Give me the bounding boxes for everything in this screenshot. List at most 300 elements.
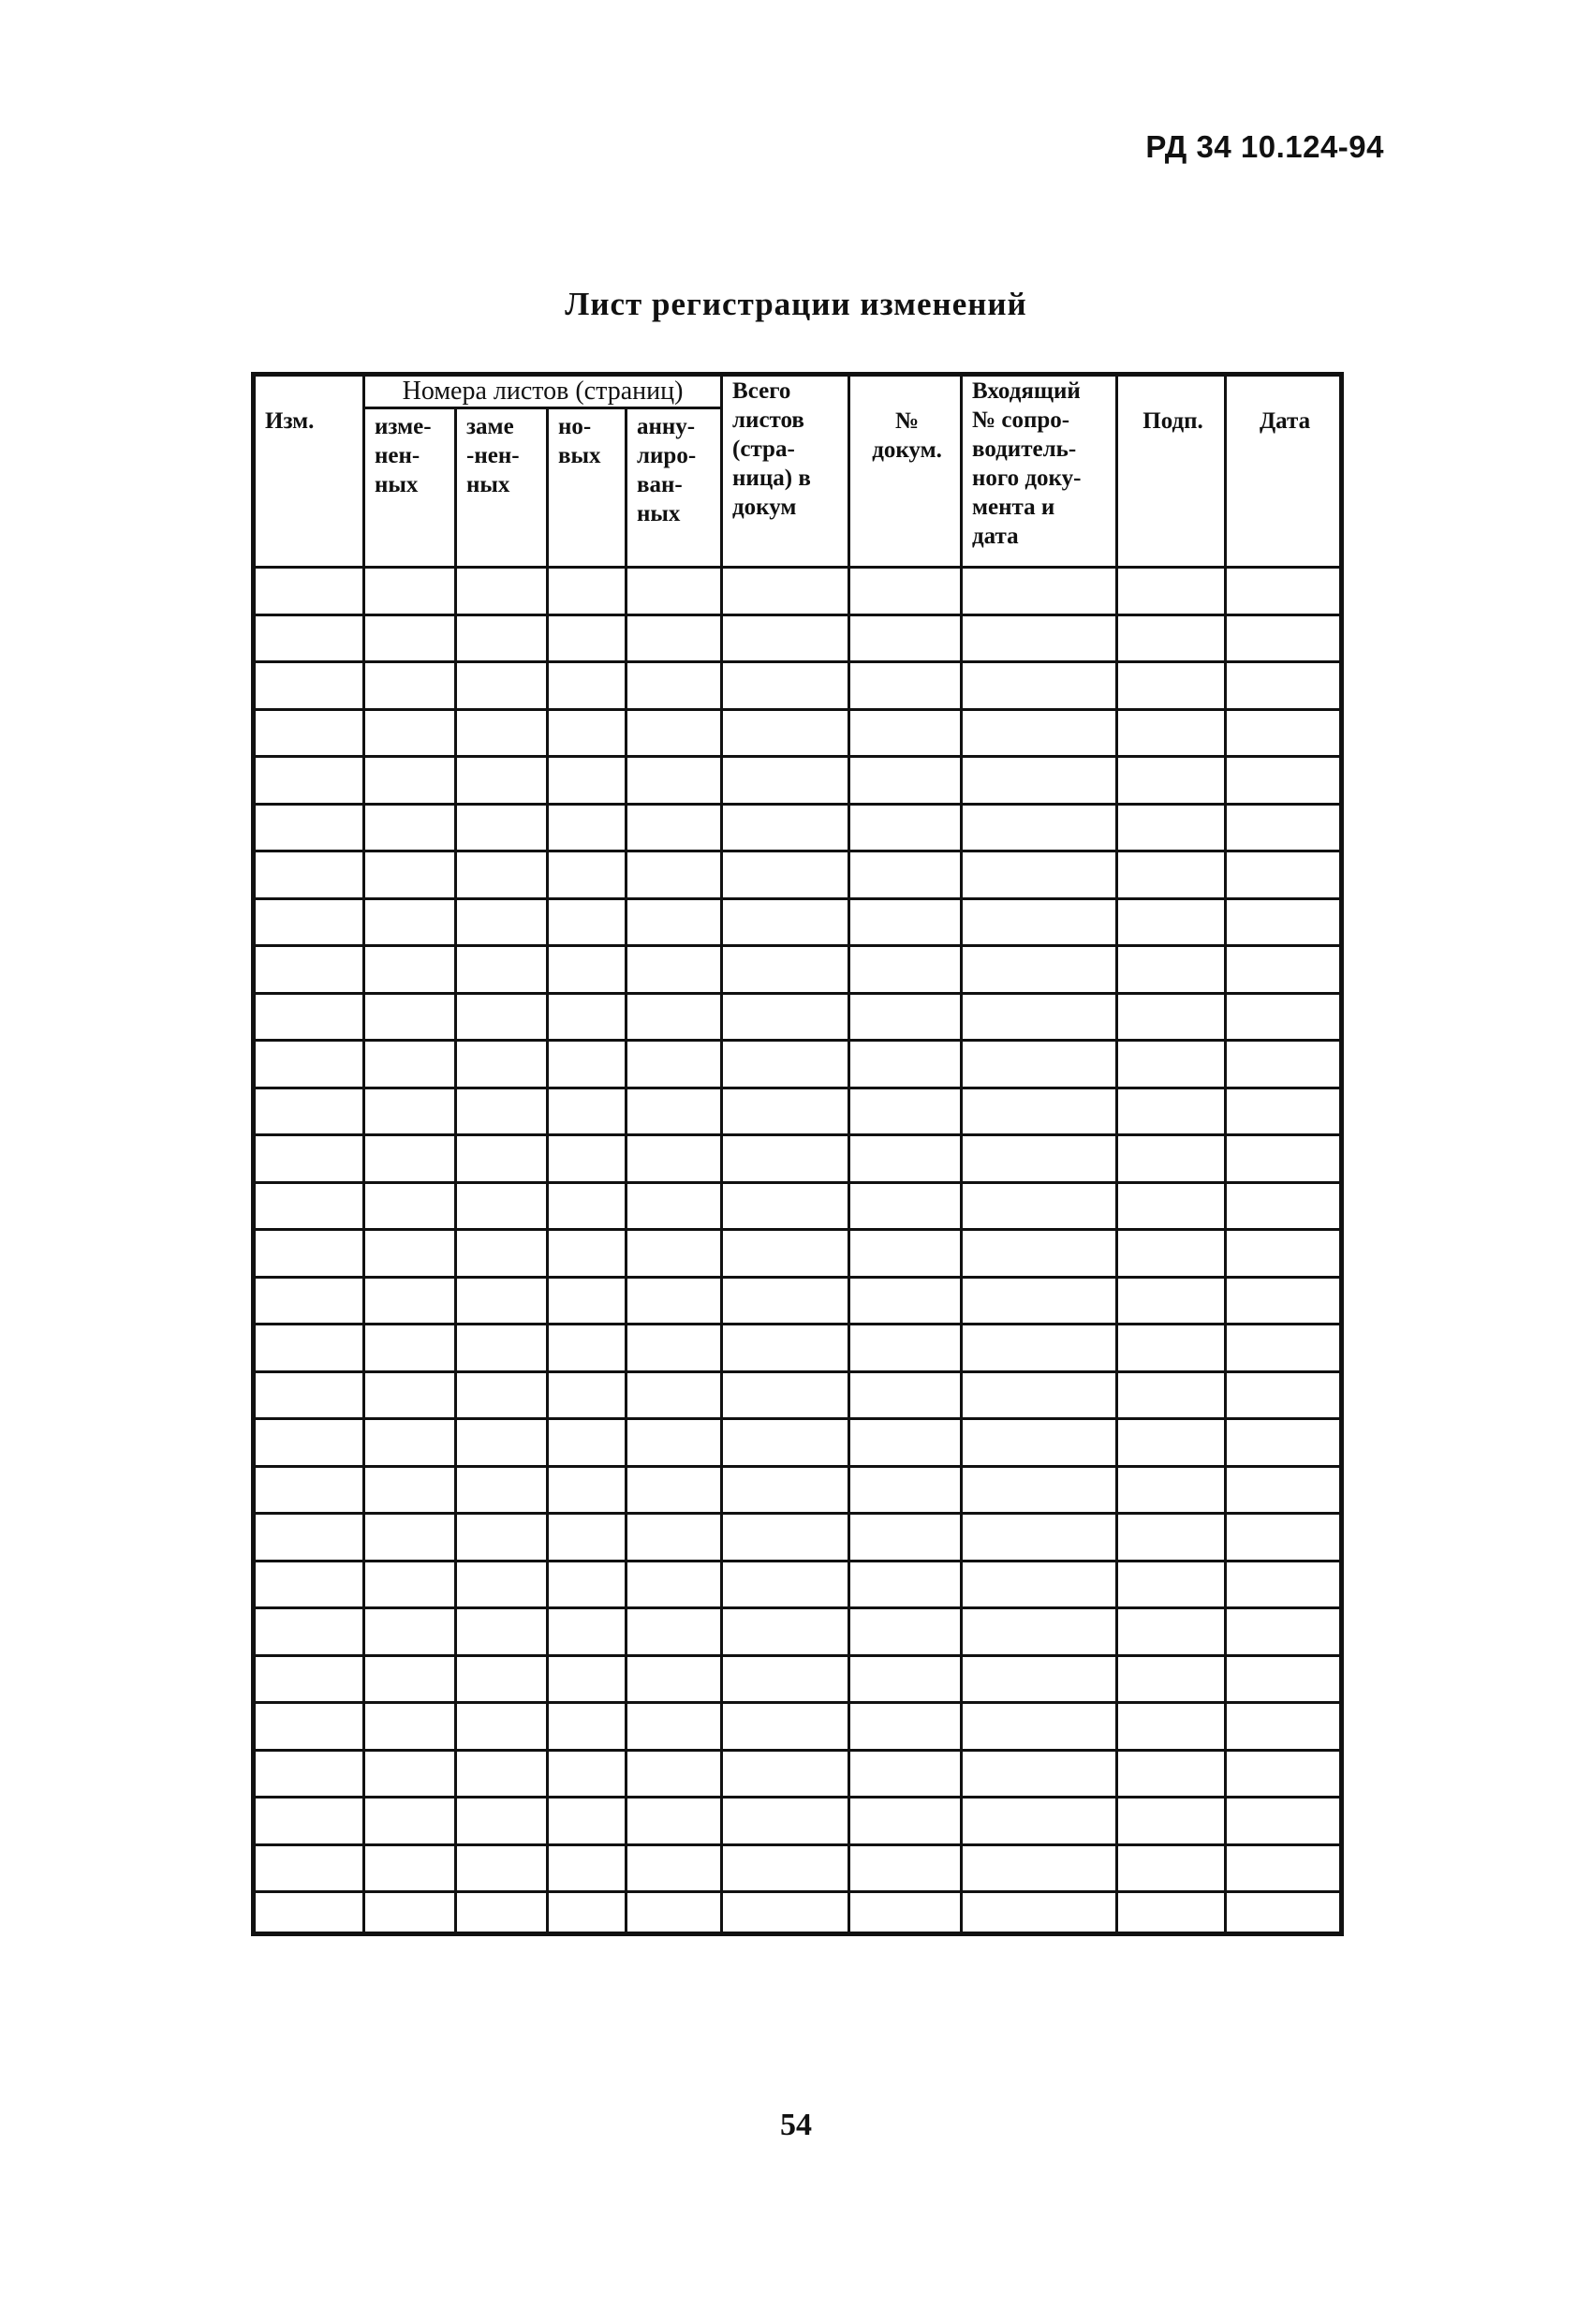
table-cell — [548, 804, 626, 851]
table-row — [254, 1088, 1342, 1135]
table-cell — [722, 662, 849, 710]
table-row — [254, 614, 1342, 662]
table-row — [254, 1230, 1342, 1278]
table-cell — [626, 709, 722, 757]
table-cell — [456, 1892, 548, 1934]
table-cell — [722, 1892, 849, 1934]
table-cell — [364, 1608, 456, 1656]
table-cell — [254, 709, 364, 757]
table-cell — [254, 614, 364, 662]
table-cell — [1226, 1514, 1342, 1562]
table-cell — [1117, 1419, 1226, 1467]
table-row — [254, 1798, 1342, 1845]
table-cell — [962, 709, 1117, 757]
table-cell — [548, 1135, 626, 1183]
header-signature: Подп. — [1117, 375, 1226, 568]
table-cell — [364, 804, 456, 851]
table-cell — [548, 1798, 626, 1845]
table-cell — [626, 757, 722, 805]
table-cell — [254, 1277, 364, 1325]
table-cell — [1226, 1277, 1342, 1325]
table-cell — [962, 1892, 1117, 1934]
table-cell — [254, 1135, 364, 1183]
table-cell — [254, 1703, 364, 1751]
table-cell — [722, 804, 849, 851]
table-cell — [456, 804, 548, 851]
table-cell — [962, 1844, 1117, 1892]
table-row — [254, 1041, 1342, 1088]
table-cell — [364, 993, 456, 1041]
table-cell — [364, 1371, 456, 1419]
header-total-sheets — [722, 375, 849, 568]
table-cell — [962, 614, 1117, 662]
header-sheet-numbers: Номера листов (страниц) — [364, 375, 722, 408]
table-cell — [254, 1088, 364, 1135]
table-cell — [962, 1561, 1117, 1608]
table-cell — [1117, 1041, 1226, 1088]
table-row — [254, 757, 1342, 805]
table-row — [254, 1277, 1342, 1325]
header-incoming-document — [962, 375, 1117, 568]
table-cell — [364, 1325, 456, 1372]
table-cell — [849, 1561, 962, 1608]
table-cell — [849, 1514, 962, 1562]
table-cell — [962, 1655, 1117, 1703]
table-cell — [849, 1230, 962, 1278]
table-cell — [456, 1750, 548, 1798]
table-cell — [364, 946, 456, 994]
table-cell — [626, 568, 722, 615]
table-cell — [1226, 1466, 1342, 1514]
table-cell — [849, 1844, 962, 1892]
table-cell — [1226, 568, 1342, 615]
table-cell — [626, 1230, 722, 1278]
table-cell — [364, 1182, 456, 1230]
table-row — [254, 993, 1342, 1041]
table-cell — [962, 1419, 1117, 1467]
table-cell — [1226, 946, 1342, 994]
table-cell — [364, 1466, 456, 1514]
table-cell — [364, 898, 456, 946]
table-cell — [456, 1041, 548, 1088]
table-cell — [254, 1655, 364, 1703]
table-cell — [962, 1277, 1117, 1325]
table-row — [254, 1371, 1342, 1419]
header-replaced-text: заме -нен- ных — [466, 414, 520, 497]
table-cell — [1117, 1892, 1226, 1934]
table-cell — [456, 1230, 548, 1278]
header-replaced — [456, 408, 548, 568]
table-cell — [254, 1041, 364, 1088]
table-cell — [364, 614, 456, 662]
header-changed-text: изме- нен- ных — [375, 414, 432, 497]
table-cell — [722, 1844, 849, 1892]
table-cell — [722, 1561, 849, 1608]
table-cell — [1117, 1135, 1226, 1183]
table-cell — [456, 993, 548, 1041]
table-cell — [849, 1088, 962, 1135]
header-new-text: но- вых — [558, 414, 601, 468]
table-cell — [548, 1230, 626, 1278]
table-cell — [548, 614, 626, 662]
table-cell — [364, 1892, 456, 1934]
table-cell — [962, 1371, 1117, 1419]
sheet-title: Лист регистрации изменений — [565, 286, 1027, 322]
table-cell — [722, 1182, 849, 1230]
table-row — [254, 946, 1342, 994]
table-cell — [1117, 804, 1226, 851]
table-cell — [364, 851, 456, 899]
table-cell — [962, 757, 1117, 805]
table-cell — [456, 1419, 548, 1467]
table-cell — [849, 1371, 962, 1419]
table-cell — [1117, 1277, 1226, 1325]
table-cell — [962, 1182, 1117, 1230]
table-cell — [722, 1419, 849, 1467]
table-cell — [254, 1466, 364, 1514]
table-cell — [849, 851, 962, 899]
table-cell — [1226, 1798, 1342, 1845]
table-row — [254, 1514, 1342, 1562]
table-cell — [456, 898, 548, 946]
table-cell — [364, 757, 456, 805]
table-cell — [1117, 614, 1226, 662]
table-cell — [722, 1135, 849, 1183]
table-cell — [626, 851, 722, 899]
table-cell — [849, 946, 962, 994]
table-cell — [456, 1135, 548, 1183]
table-cell — [548, 1182, 626, 1230]
table-cell — [548, 1561, 626, 1608]
table-cell — [722, 946, 849, 994]
table-cell — [456, 946, 548, 994]
table-cell — [962, 804, 1117, 851]
table-cell — [722, 1230, 849, 1278]
table-cell — [722, 1466, 849, 1514]
table-cell — [1117, 1088, 1226, 1135]
table-cell — [962, 1135, 1117, 1183]
table-cell — [849, 1419, 962, 1467]
table-cell — [722, 1277, 849, 1325]
table-cell — [1226, 757, 1342, 805]
table-cell — [1226, 1325, 1342, 1372]
table-cell — [626, 1325, 722, 1372]
table-cell — [1226, 1041, 1342, 1088]
table-row — [254, 1703, 1342, 1751]
table-cell — [548, 1041, 626, 1088]
table-cell — [254, 804, 364, 851]
table-cell — [722, 993, 849, 1041]
table-cell — [1226, 851, 1342, 899]
table-cell — [626, 1750, 722, 1798]
table-cell — [722, 1608, 849, 1656]
table-cell — [456, 1371, 548, 1419]
table-cell — [1117, 662, 1226, 710]
table-cell — [626, 946, 722, 994]
table-cell — [1226, 1655, 1342, 1703]
table-cell — [626, 1466, 722, 1514]
table-cell — [962, 1466, 1117, 1514]
table-row — [254, 1419, 1342, 1467]
table-row — [254, 662, 1342, 710]
table-cell — [626, 993, 722, 1041]
table-cell — [456, 1798, 548, 1845]
table-cell — [548, 898, 626, 946]
table-cell — [849, 1135, 962, 1183]
table-cell — [364, 1750, 456, 1798]
table-cell — [849, 1041, 962, 1088]
table-cell — [1117, 1230, 1226, 1278]
table-cell — [548, 1277, 626, 1325]
table-row — [254, 1655, 1342, 1703]
table-cell — [1226, 1135, 1342, 1183]
table-cell — [548, 709, 626, 757]
table-cell — [849, 1750, 962, 1798]
table-row — [254, 1135, 1342, 1183]
table-cell — [364, 1230, 456, 1278]
table-cell — [456, 1088, 548, 1135]
table-cell — [456, 1277, 548, 1325]
table-cell — [1117, 1608, 1226, 1656]
table-body — [254, 568, 1342, 1934]
table-cell — [962, 1750, 1117, 1798]
table-cell — [1117, 993, 1226, 1041]
header-changed — [364, 408, 456, 568]
table-cell — [1117, 1325, 1226, 1372]
table-cell — [548, 1419, 626, 1467]
table-cell — [456, 757, 548, 805]
table-cell — [548, 1750, 626, 1798]
table-cell — [1117, 1750, 1226, 1798]
table-cell — [1226, 804, 1342, 851]
table-cell — [722, 1325, 849, 1372]
table-cell — [364, 568, 456, 615]
table-cell — [1226, 662, 1342, 710]
table-cell — [626, 1798, 722, 1845]
change-registration-table — [251, 372, 1344, 1936]
table-cell — [548, 1466, 626, 1514]
table-cell — [548, 1892, 626, 1934]
table-cell — [1226, 1561, 1342, 1608]
table-cell — [548, 662, 626, 710]
table-row — [254, 568, 1342, 615]
table-cell — [626, 1608, 722, 1656]
table-cell — [254, 993, 364, 1041]
table-cell — [962, 851, 1117, 899]
table-cell — [456, 568, 548, 615]
table-cell — [1226, 1230, 1342, 1278]
table-cell — [849, 1325, 962, 1372]
table-cell — [626, 1371, 722, 1419]
table-row — [254, 898, 1342, 946]
table-cell — [722, 757, 849, 805]
table-row — [254, 1608, 1342, 1656]
table-cell — [626, 1892, 722, 1934]
table-cell — [364, 1798, 456, 1845]
table-cell — [548, 1703, 626, 1751]
table-cell — [626, 1844, 722, 1892]
table-cell — [254, 1230, 364, 1278]
table-cell — [1117, 1514, 1226, 1562]
table-cell — [722, 568, 849, 615]
table-row — [254, 709, 1342, 757]
table-cell — [548, 851, 626, 899]
table-cell — [254, 1325, 364, 1372]
table-cell — [548, 757, 626, 805]
table-cell — [548, 1325, 626, 1372]
table-row — [254, 1892, 1342, 1934]
table-cell — [849, 1892, 962, 1934]
table-cell — [1117, 568, 1226, 615]
table-cell — [364, 1703, 456, 1751]
table-cell — [962, 1230, 1117, 1278]
table-cell — [254, 1608, 364, 1656]
table-cell — [962, 662, 1117, 710]
table-cell — [548, 946, 626, 994]
table-row — [254, 1750, 1342, 1798]
table-cell — [626, 804, 722, 851]
table-row — [254, 804, 1342, 851]
table-cell — [364, 1561, 456, 1608]
table-cell — [626, 1419, 722, 1467]
table-cell — [456, 851, 548, 899]
table-cell — [254, 1798, 364, 1845]
page-number: 54 — [780, 2108, 812, 2142]
table-cell — [849, 898, 962, 946]
table-cell — [364, 1041, 456, 1088]
document-code: РД 34 10.124-94 — [1145, 129, 1384, 164]
header-cancelled-text: анну- лиро- ван- ных — [637, 414, 697, 526]
table-cell — [849, 1703, 962, 1751]
table-cell — [1117, 1655, 1226, 1703]
table-cell — [1117, 1798, 1226, 1845]
table-cell — [626, 1655, 722, 1703]
table-header-row — [254, 375, 1342, 408]
table-cell — [626, 898, 722, 946]
table-cell — [1117, 851, 1226, 899]
table-cell — [962, 993, 1117, 1041]
table-cell — [456, 1325, 548, 1372]
table-cell — [254, 1561, 364, 1608]
table-cell — [254, 898, 364, 946]
table-cell — [722, 1371, 849, 1419]
table-cell — [849, 1608, 962, 1656]
table-cell — [254, 1892, 364, 1934]
table-cell — [722, 1514, 849, 1562]
table-cell — [1226, 1750, 1342, 1798]
table-cell — [626, 1561, 722, 1608]
table-cell — [722, 1088, 849, 1135]
table-cell — [456, 1655, 548, 1703]
table-row — [254, 1844, 1342, 1892]
table-cell — [962, 1608, 1117, 1656]
header-doc-number-text: № докум. — [872, 408, 942, 463]
table-cell — [254, 851, 364, 899]
table-cell — [1117, 1844, 1226, 1892]
table-cell — [1226, 1088, 1342, 1135]
table-cell — [548, 1088, 626, 1135]
table-cell — [1117, 1561, 1226, 1608]
table-cell — [962, 1088, 1117, 1135]
table-cell — [1117, 757, 1226, 805]
table-cell — [364, 1844, 456, 1892]
table-cell — [254, 568, 364, 615]
table-cell — [626, 1703, 722, 1751]
table-cell — [722, 1703, 849, 1751]
table-cell — [722, 1798, 849, 1845]
table-cell — [849, 614, 962, 662]
table-cell — [849, 993, 962, 1041]
table-cell — [548, 568, 626, 615]
table-cell — [548, 1608, 626, 1656]
header-cancelled — [626, 408, 722, 568]
table-cell — [626, 1135, 722, 1183]
table-cell — [849, 1277, 962, 1325]
table-row — [254, 1182, 1342, 1230]
table-cell — [962, 898, 1117, 946]
table-cell — [962, 1703, 1117, 1751]
table-cell — [1117, 1466, 1226, 1514]
table-cell — [1117, 898, 1226, 946]
table-cell — [364, 709, 456, 757]
table-cell — [1226, 1703, 1342, 1751]
table-cell — [849, 1466, 962, 1514]
table-cell — [849, 709, 962, 757]
table-cell — [456, 614, 548, 662]
table-cell — [849, 1182, 962, 1230]
table-cell — [626, 1041, 722, 1088]
table-cell — [254, 946, 364, 994]
table-cell — [548, 1844, 626, 1892]
table-cell — [254, 1419, 364, 1467]
table-cell — [1117, 1703, 1226, 1751]
table-cell — [1226, 1371, 1342, 1419]
table-row — [254, 1561, 1342, 1608]
table-cell — [849, 1655, 962, 1703]
table-cell — [456, 1844, 548, 1892]
table-cell — [1226, 993, 1342, 1041]
table-cell — [1226, 898, 1342, 946]
table-cell — [456, 1561, 548, 1608]
table-cell — [456, 1703, 548, 1751]
header-date: Дата — [1226, 375, 1342, 568]
table-cell — [722, 614, 849, 662]
table-cell — [254, 1371, 364, 1419]
table-cell — [548, 993, 626, 1041]
table-cell — [254, 1514, 364, 1562]
table-cell — [1226, 1182, 1342, 1230]
table-cell — [456, 1514, 548, 1562]
table-cell — [849, 568, 962, 615]
table-cell — [548, 1371, 626, 1419]
table-cell — [626, 1088, 722, 1135]
table-cell — [626, 1277, 722, 1325]
table-cell — [962, 1325, 1117, 1372]
table-cell — [364, 1514, 456, 1562]
table-cell — [962, 568, 1117, 615]
table-cell — [849, 804, 962, 851]
table-cell — [626, 1514, 722, 1562]
table-cell — [722, 1041, 849, 1088]
table-cell — [1226, 709, 1342, 757]
table-row — [254, 1325, 1342, 1372]
table-cell — [1117, 946, 1226, 994]
header-change: Изм. — [254, 375, 364, 568]
table-cell — [1117, 1182, 1226, 1230]
table-cell — [1117, 709, 1226, 757]
table-cell — [456, 1182, 548, 1230]
table-cell — [1226, 1419, 1342, 1467]
